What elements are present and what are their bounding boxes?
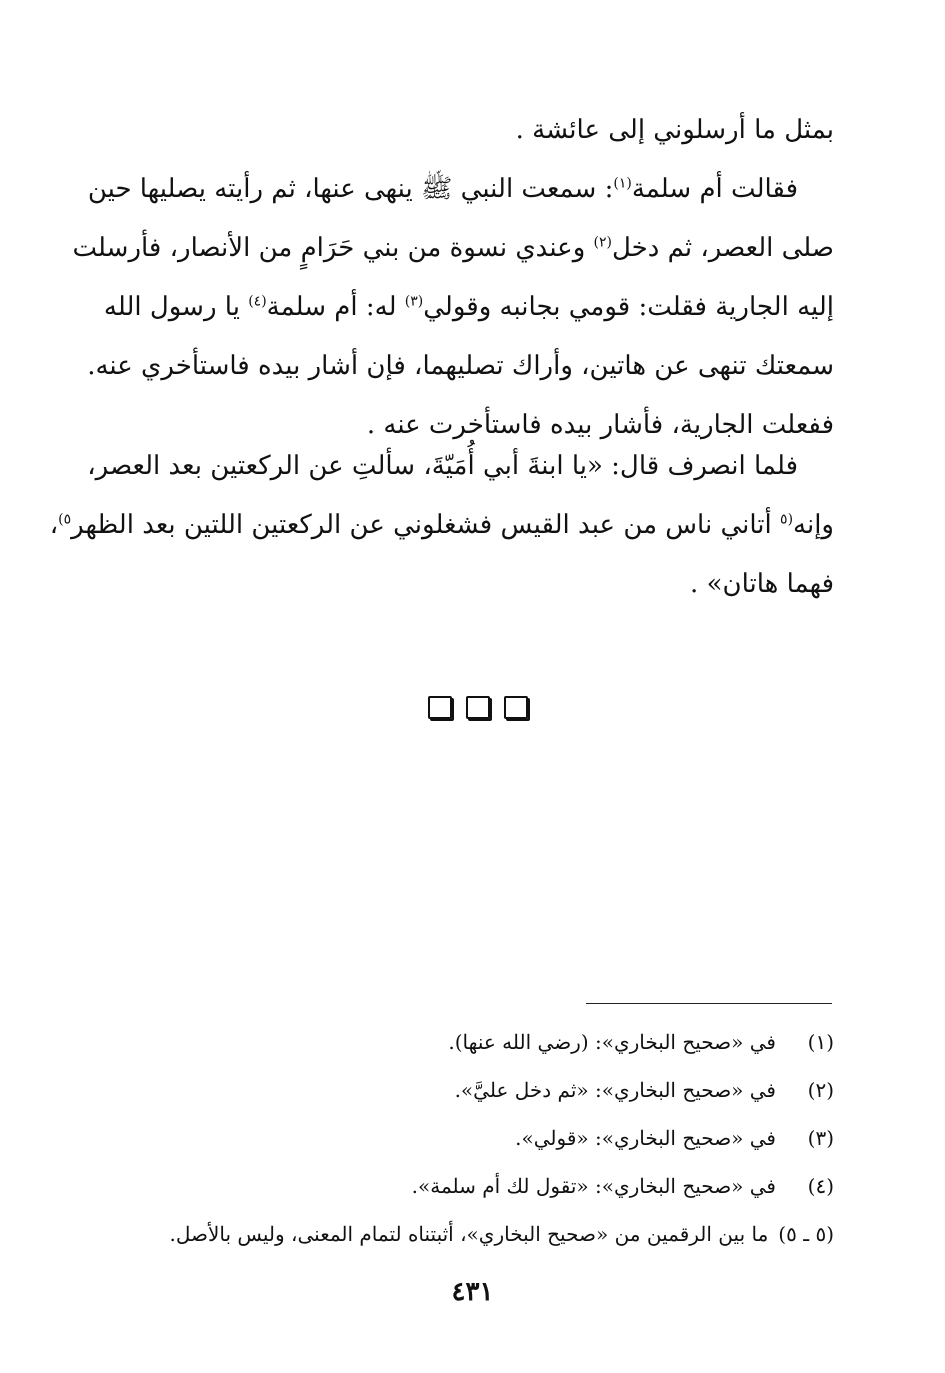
footnote-ref[interactable]: (٢) [593,234,612,251]
footnote [120,1066,834,1114]
footnotes-list [120,1018,834,1258]
section-separator [428,696,528,720]
text-line: إليه الجارية فقلت: قومي بجانبه وقولي$^{(٣)}$ له: أم سلمة$^{(٤)}$ يا رسول الله [103,292,834,322]
footnote-number: (٢) [807,1078,834,1102]
ornament-box-icon [428,696,452,719]
footnote-ref[interactable]: (٣) [404,293,424,310]
text-line: صلى العصر، ثم دخل$^{(٢)}$ وعندي نسوة من بني حَرَامٍ من الأنصار، فأرسلت [72,233,834,263]
footnote-rule [586,1003,832,1004]
footnote [120,1018,834,1066]
paragraph-3 [49,437,834,614]
text-line: وإنه$^{(٥}$ أتاني ناس من عبد القيس فشغلوني عن الركعتين اللتين بعد الظهر$^{٥)}$، [49,510,834,540]
ornament-box-icon [504,696,528,719]
paragraph-2 [72,160,834,455]
text-line: فهما هاتان» . [690,569,834,599]
footnote [120,1210,834,1258]
text-line: فلما انصرف قال: «يا ابنةَ أبي أُمَيّةَ، سألتِ عن الركعتين بعد العصر، [87,451,798,481]
footnote-text: في «صحيح البخاري»: «تقول لك أم سلمة». [411,1174,776,1198]
footnote-text: في «صحيح البخاري»: «قولي». [515,1126,776,1150]
footnote-ref[interactable]: (٥ [780,511,794,528]
footnote-ref[interactable]: ٥) [58,511,72,528]
text-line: بمثل ما أرسلوني إلى عائشة . [515,115,834,145]
page-number: ٤٣١ [451,1277,494,1307]
text-line: فقالت أم سلمة$^{(١)}$: سمعت النبي ﷺ ينهى عنها، ثم رأيته يصليها حين [87,174,798,204]
paragraph-1 [122,101,834,160]
footnote-text: ما بين الرقمين من «صحيح البخاري»، أثبتناه لتمام المعنى، وليس بالأصل. [169,1222,769,1246]
footnote-ref[interactable]: (١) [613,175,632,192]
footnote-number: (٥ ـ ٥) [778,1222,834,1246]
footnote-text: في «صحيح البخاري»: «ثم دخل عليَّ». [454,1078,776,1102]
text-line: سمعتك تنهى عن هاتين، وأراك تصليهما، فإن أشار بيده فاستأخري عنه. [87,351,834,381]
footnote-ref[interactable]: (٤) [248,293,267,310]
text-line: ففعلت الجارية، فأشار بيده فاستأخرت عنه . [366,410,834,440]
footnote [120,1114,834,1162]
footnote [120,1162,834,1210]
footnote-number: (٤) [807,1174,834,1198]
footnote-number: (٣) [807,1126,834,1150]
footnote-number: (١) [807,1030,834,1054]
footnote-text: في «صحيح البخاري»: (رضي الله عنها). [448,1030,776,1054]
ornament-box-icon [466,696,490,719]
